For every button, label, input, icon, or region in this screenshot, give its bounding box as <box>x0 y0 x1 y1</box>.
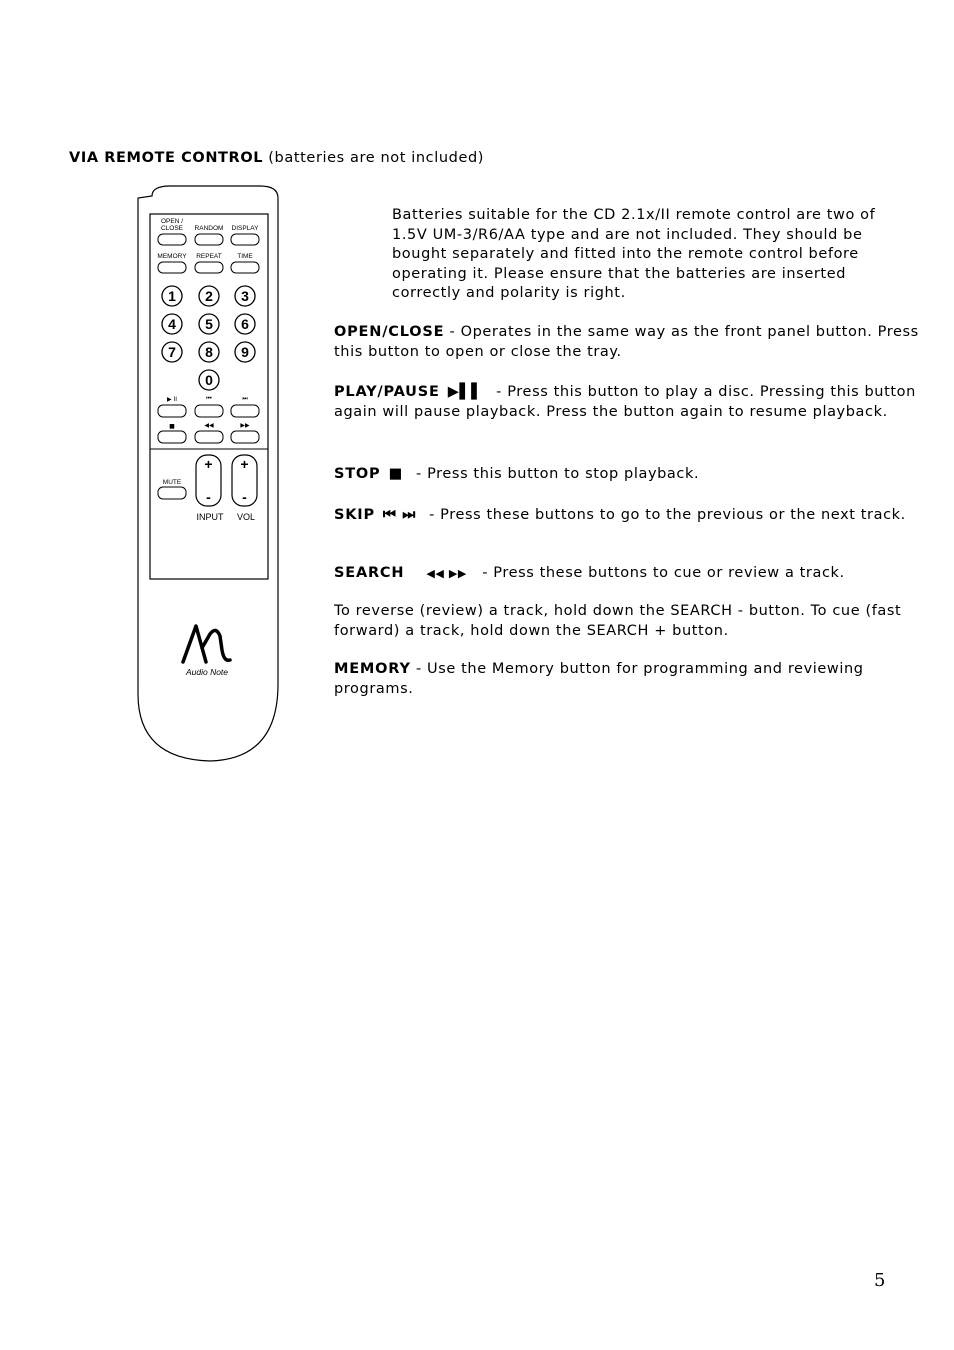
memory-text: - Use the Memory button for programming and reviewing programs. <box>334 661 864 697</box>
repeat-button[interactable] <box>195 262 223 273</box>
digit-0-label: 0 <box>205 372 213 388</box>
fast-forward-button[interactable] <box>231 431 259 443</box>
label-open: OPEN / <box>160 218 184 225</box>
label-time: TIME <box>237 253 253 260</box>
memory-button[interactable] <box>158 262 186 273</box>
rewind-icon: ◀◀ <box>204 422 214 429</box>
stop-symbol-icon: ■ <box>388 466 403 482</box>
stop-paragraph <box>334 465 919 485</box>
play-pause-button[interactable] <box>158 405 186 417</box>
digit-7-label: 7 <box>168 344 176 360</box>
digit-1-label: 1 <box>168 288 176 304</box>
input-minus: - <box>206 489 211 505</box>
reverse-paragraph: To reverse (review) a track, hold down the SEARCH - button. To cue (fast forward) a track, hold down the SEARCH + button. <box>334 603 902 639</box>
fast-forward-icon: ▶▶ <box>240 422 250 429</box>
play-pause-paragraph <box>334 382 919 422</box>
remote-control-illustration <box>130 184 285 764</box>
stop-label: STOP <box>334 466 381 482</box>
skip-symbol-icon: ⏮ ⏭ <box>382 507 416 523</box>
prev-track-icon: ⏮ <box>206 395 212 402</box>
page-number: 5 <box>874 1270 886 1291</box>
digit-4-label: 4 <box>168 316 176 332</box>
remote-control-drawing <box>130 184 285 764</box>
digit-8-label: 8 <box>205 344 213 360</box>
next-track-icon: ⏭ <box>242 395 248 402</box>
label-random: RANDOM <box>194 225 224 232</box>
play-pause-label: PLAY/PAUSE <box>334 384 440 400</box>
open-close-label: OPEN/CLOSE <box>334 324 445 340</box>
digit-9-label: 9 <box>241 344 249 360</box>
vol-minus: - <box>242 489 247 505</box>
search-text: - Press these buttons to cue or review a track. <box>476 565 845 581</box>
random-button[interactable] <box>195 234 223 245</box>
digit-2-label: 2 <box>205 288 213 304</box>
mute-label: MUTE <box>162 479 182 486</box>
next-track-button[interactable] <box>231 405 259 417</box>
prev-track-button[interactable] <box>195 405 223 417</box>
search-symbol-icon: ◀◀ ▶▶ <box>426 567 467 580</box>
label-repeat: REPEAT <box>196 253 222 260</box>
play-pause-icon: ▶ II <box>166 396 178 403</box>
open-close-text: - Operates in the same way as the front panel button. Press this button to open or close the tray. <box>334 324 919 360</box>
rewind-button[interactable] <box>195 431 223 443</box>
vol-label: VOL <box>236 512 256 522</box>
digit-3-label: 3 <box>241 288 249 304</box>
input-plus: + <box>204 456 213 472</box>
stop-text: - Press this button to stop playback. <box>410 466 700 482</box>
label-memory: MEMORY <box>157 253 187 260</box>
memory-label: MEMORY <box>334 661 411 677</box>
label-display: DISPLAY <box>231 225 259 232</box>
skip-label: SKIP <box>334 507 375 523</box>
heading-normal: (batteries are not included) <box>263 150 485 166</box>
digit-6-label: 6 <box>241 316 249 332</box>
heading-bold: VIA REMOTE CONTROL <box>69 150 264 166</box>
play-pause-symbol-icon: ▶▌▌ <box>447 384 483 400</box>
search-label: SEARCH <box>334 565 405 581</box>
memory-paragraph <box>334 660 919 699</box>
stop-icon: ■ <box>169 423 175 430</box>
skip-text: - Press these buttons to go to the previous or the next track. <box>423 507 906 523</box>
digit-5-label: 5 <box>205 316 213 332</box>
input-label: INPUT <box>196 512 224 522</box>
section-heading <box>69 150 484 166</box>
battery-intro: Batteries suitable for the CD 2.1x/II remote control are two of 1.5V UM-3/R6/AA type and are not included. They should be bought separately and fitted into the remote control before operating it. Please ensure that the batteries are inserted correctly and polarity is right. <box>392 207 876 301</box>
stop-button[interactable] <box>158 431 186 443</box>
skip-paragraph <box>334 506 919 526</box>
mute-button[interactable] <box>158 487 186 499</box>
time-button[interactable] <box>231 262 259 273</box>
display-button[interactable] <box>231 234 259 245</box>
search-paragraph <box>334 564 919 584</box>
play-pause-text: - Press this button to play a disc. Pressing this button again will pause playback. Press the button again to resume playback. <box>334 384 916 420</box>
logo-text: Audio Note <box>185 667 229 677</box>
label-close: CLOSE <box>160 225 184 232</box>
open-close-button[interactable] <box>158 234 186 245</box>
vol-plus: + <box>240 456 249 472</box>
open-close-paragraph <box>334 323 919 362</box>
